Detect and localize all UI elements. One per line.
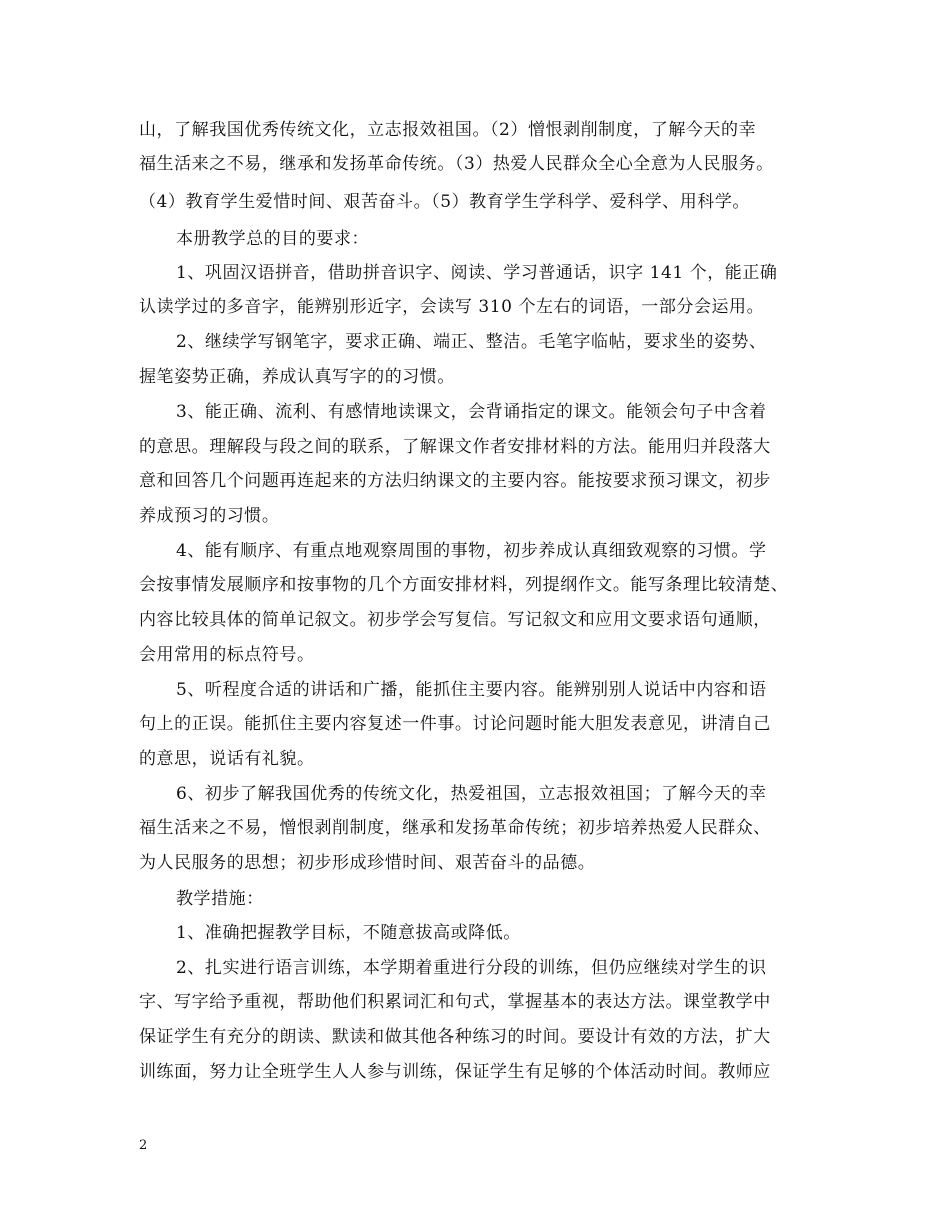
text-line: 句上的正误。能抓住主要内容复述一件事。讨论问题时能大胆发表意见，讲清自己 [139, 714, 771, 734]
text-line: 认读学过的多音字，能辨别形近字，会读写 310 个左右的词语，一部分会运用。 [139, 297, 765, 317]
page-number: 2 [139, 1138, 148, 1153]
text-line: 1、准确把握教学目标，不随意拔高或降低。 [176, 923, 521, 943]
section-heading: 本册教学总的目的要求： [176, 229, 370, 249]
text-line: 会按事情发展顺序和按事物的几个方面安排材料，列提纲作文。能写条理比较清楚、 [139, 575, 789, 595]
text-line: 内容比较具体的简单记叙文。初步学会写复信。写记叙文和应用文要求语句通顺， [139, 610, 771, 630]
text-line: 意和回答几个问题再连起来的方法归纳课文的主要内容。能按要求预习课文，初步 [139, 471, 771, 491]
text-line: 福生活来之不易，憎恨剥削制度，继承和发扬革命传统；初步培养热爱人民群众、 [139, 818, 771, 838]
text-line: 山，了解我国优秀传统文化，立志报效祖国。（2）憎恨剥削制度，了解今天的幸 [139, 120, 757, 140]
text-line: 训练面，努力让全班学生人人参与训练，保证学生有足够的个体活动时间。教师应 [139, 1062, 771, 1082]
text-line: 会用常用的标点符号。 [139, 645, 315, 665]
text-line: （4）教育学生爱惜时间、艰苦奋斗。（5）教育学生学科学、爱科学、用科学。 [139, 192, 750, 212]
text-line: 1、巩固汉语拼音，借助拼音识字、阅读、学习普通话，识字 141 个，能正确 [176, 263, 778, 283]
text-line: 3、能正确、流利、有感情地读课文，会背诵指定的课文。能领会句子中含着 [176, 402, 767, 422]
text-line: 的意思。理解段与段之间的联系，了解课文作者安排材料的方法。能用归并段落大 [139, 437, 771, 457]
text-line: 为人民服务的思想；初步形成珍惜时间、艰苦奋斗的品德。 [139, 853, 596, 873]
section-heading: 教学措施： [176, 889, 264, 909]
text-line: 5、听程度合适的讲话和广播，能抓住主要内容。能辨别别人说话中内容和语 [176, 680, 767, 700]
text-line: 保证学生有充分的朗读、默读和做其他各种练习的时间。要设计有效的方法，扩大 [139, 1027, 771, 1047]
text-line: 的意思，说话有礼貌。 [139, 749, 315, 769]
text-line: 4、能有顺序、有重点地观察周围的事物，初步养成认真细致观察的习惯。学 [176, 541, 767, 561]
text-line: 2、继续学写钢笔字，要求正确、端正、整洁。毛笔字临帖，要求坐的姿势、 [176, 332, 767, 352]
text-line: 握笔姿势正确，养成认真写字的的习惯。 [139, 367, 455, 387]
text-line: 6、初步了解我国优秀的传统文化，热爱祖国，立志报效祖国；了解今天的幸 [176, 784, 767, 804]
text-line: 2、扎实进行语言训练，本学期着重进行分段的训练，但仍应继续对学生的识 [176, 958, 767, 978]
text-line: 字、写字给予重视，帮助他们积累词汇和句式，掌握基本的表达方法。课堂教学中 [139, 992, 771, 1012]
text-line: 福生活来之不易，继承和发扬革命传统。（3）热爱人民群众全心全意为人民服务。 [139, 154, 774, 174]
text-line: 养成预习的习惯。 [139, 506, 280, 526]
